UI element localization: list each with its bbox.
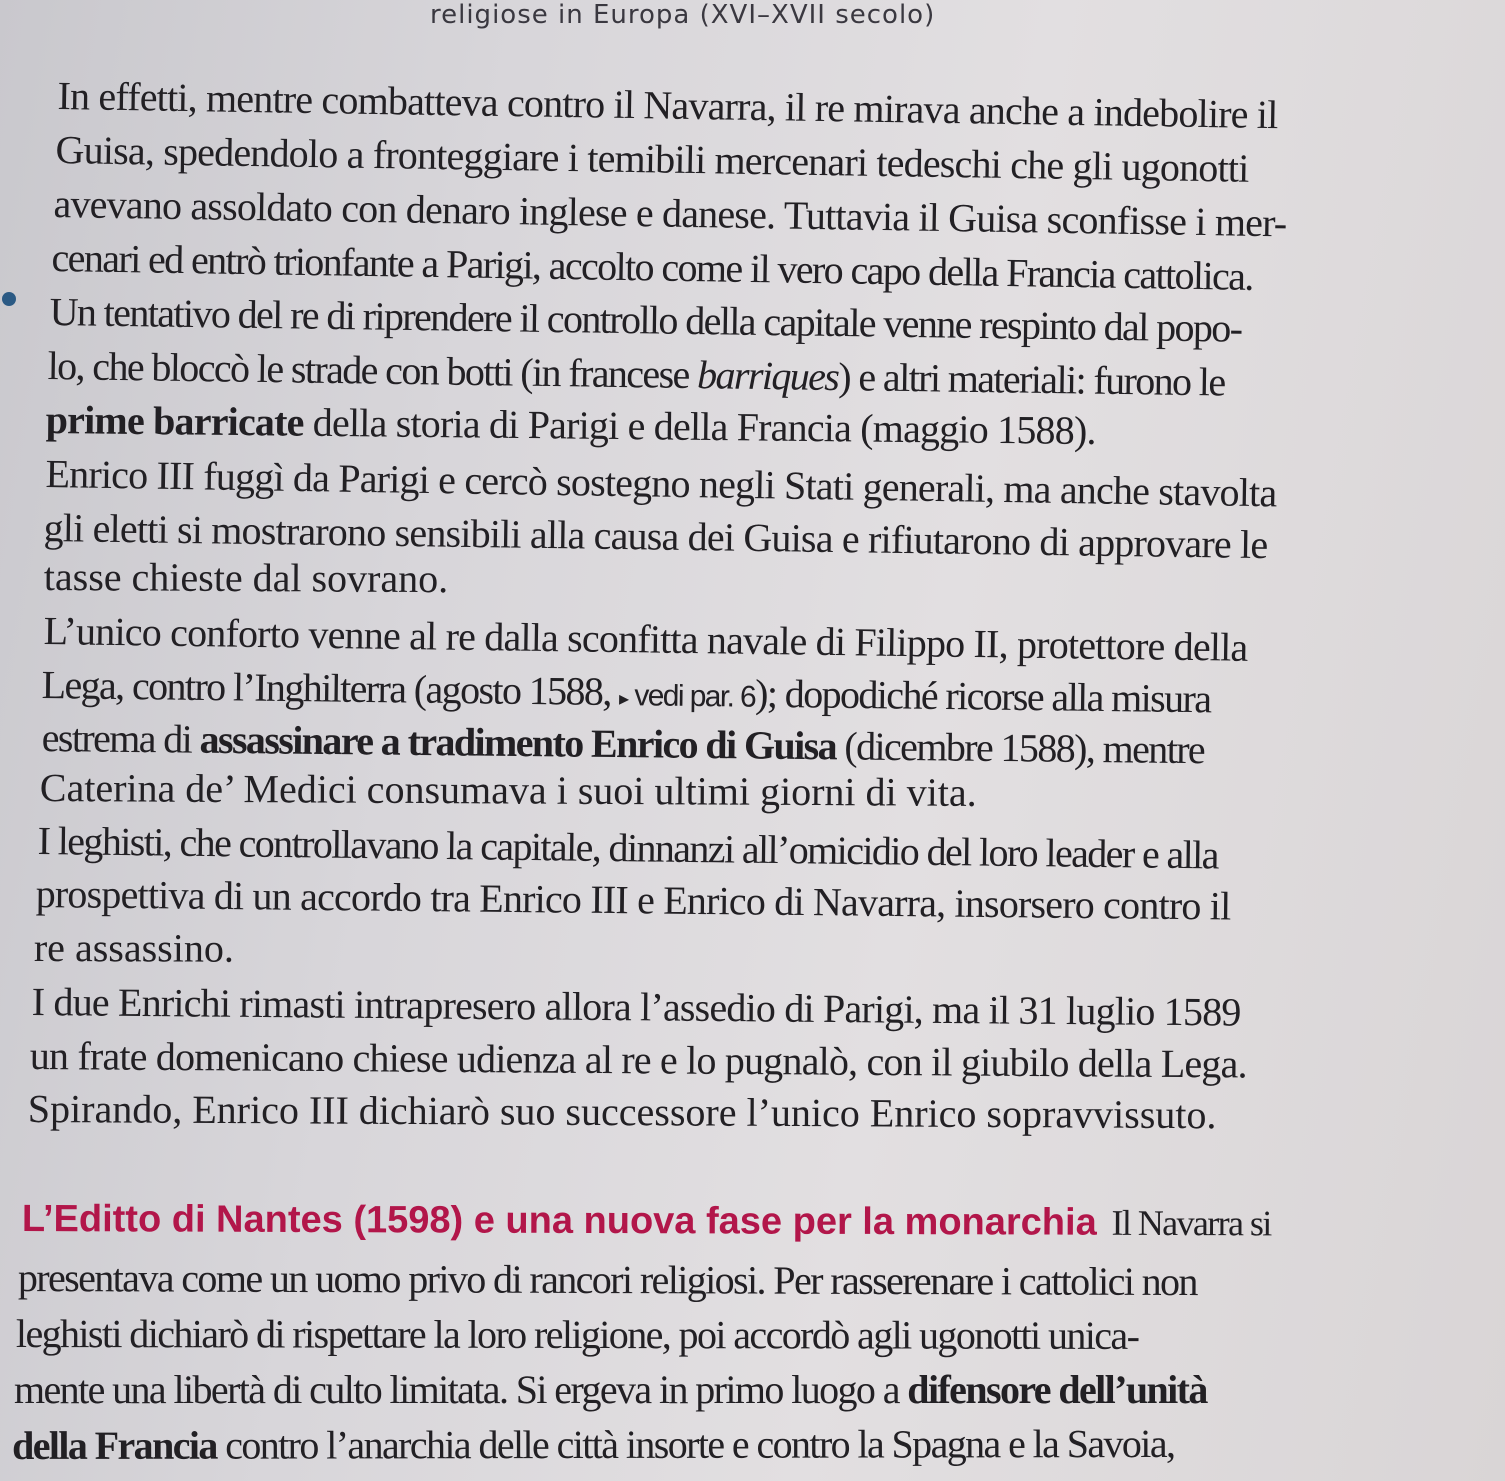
term-difensore: difensore dell’unità — [907, 1367, 1207, 1412]
section-line1 — [22, 1192, 1271, 1249]
section-line1-tail — [1097, 1203, 1271, 1244]
para3-line2-b: ); dopodiché ricorse alla misura — [754, 670, 1211, 722]
para3-line4: Caterina de’ Medici consumava i suoi ultimi giorni di vita. — [39, 764, 977, 815]
term-barriques: barriques — [696, 352, 839, 400]
section-line3: leghisti dichiarò di rispettare la loro religione, poi accordò agli ugonotti unica- — [15, 1311, 1139, 1358]
para5-line1: I due Enrichi rimasti intrapresero allora l’assedio di Parigi, ma il 31 luglio 1589 — [31, 978, 1241, 1035]
section-line1-tail-text: Il Navarra si — [1111, 1202, 1271, 1244]
term-della-francia: della Francia — [12, 1422, 217, 1468]
section-line5-b: contro l’anarchia delle città insorte e contro la Spagna e la Savoia, — [216, 1420, 1175, 1468]
section-line2: presentava come un uomo privo di rancori religiosi. Per rasserenare i cattolici non — [17, 1255, 1197, 1305]
para3-line3-b: (dicembre 1588), mentre — [835, 723, 1205, 773]
para1-line5: Un tentativo del re di riprendere il controllo della capitale venne respinto dal popo- — [49, 288, 1242, 351]
running-header: religiose in Europa (XVI–XVII secolo) — [430, 0, 936, 30]
para3-line3-a: estrema di — [41, 714, 200, 762]
para3-line2-a: Lega, contro l’Inghilterra (agosto 1588, — [41, 661, 620, 715]
para4-line2: prospettiva di un accordo tra Enrico III e Enrico di Navarra, insorsero contro il — [35, 870, 1231, 929]
para1-line6-a: lo, che bloccò le strade con botti (in francese — [47, 342, 698, 398]
section-line5 — [12, 1418, 1174, 1472]
para1-line2: Guisa, spedendolo a fronteggiare i temibili mercenari tedeschi che gli ugonotti — [55, 126, 1249, 191]
para1-line7-b: della storia di Parigi e della Francia (maggio 1588). — [303, 399, 1096, 453]
section-line4-a: mente una libertà di culto limitata. Si ergeva in primo luogo a — [14, 1367, 908, 1412]
section-title: L’Editto di Nantes (1598) e una nuova fase per la monarchia — [21, 1198, 1097, 1244]
margin-bullet-icon — [2, 292, 16, 306]
para4-line3: re assassino. — [33, 925, 234, 971]
para5-line3: Spirando, Enrico III dichiarò suo successore l’unico Enrico sopravvissuto. — [27, 1086, 1217, 1138]
para1-line7 — [45, 394, 1096, 457]
para3-line1: L’unico conforto venne al re dalla sconfitta navale di Filippo II, protettore della — [43, 607, 1248, 670]
para2-line1: Enrico III fuggì da Parigi e cercò sostegno negli Stati generali, ma anche stavolta — [45, 450, 1277, 516]
section-line4 — [14, 1364, 1207, 1416]
para1-line4: cenari ed entrò trionfante a Parigi, accolto come il vero capo della Francia cattolica. — [51, 234, 1254, 299]
term-assassinare: assassinare a tradimento Enrico di Guisa — [199, 716, 837, 769]
para2-line3: tasse chieste dal sovrano. — [43, 553, 449, 602]
chevron-right-icon: ▸ — [618, 688, 628, 711]
para1-line3: avevano assoldato con denaro inglese e danese. Tuttavia il Guisa sconfisse i mer- — [53, 180, 1287, 246]
para5-line2: un frate domenicano chiese udienza al re e lo pugnalò, con il giubilo della Lega. — [29, 1032, 1247, 1087]
cross-reference-link[interactable]: vedi par. 6 — [627, 679, 756, 714]
para2-line2: gli eletti si mostrarono sensibili alla causa dei Guisa e rifiutarono di approvare le — [43, 504, 1268, 568]
para4-line1: I leghisti, che controllavano la capitale, dinnanzi all’omicidio del loro leader e alla — [37, 817, 1219, 878]
para1-line1: In effetti, mentre combatteva contro il Navarra, il re mirava anche a indebolire il — [57, 72, 1278, 138]
para1-line6-b: ) e altri materiali: furono le — [838, 354, 1225, 405]
term-prime-barricate: prime barricate — [45, 396, 304, 445]
